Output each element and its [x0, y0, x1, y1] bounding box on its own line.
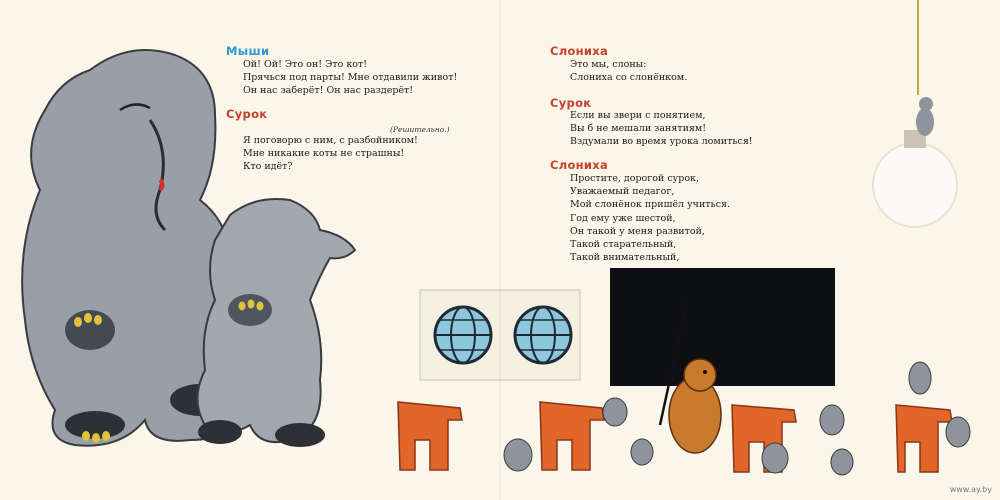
speaker-elephant-mother: Слониха: [550, 158, 609, 172]
mouse: [946, 417, 970, 447]
stage-direction: (Решительно.): [390, 125, 450, 134]
verse-line: Вздумали во время урока ломиться!: [570, 136, 753, 148]
verse-line: Я поговорю с ним, с разбойником!: [243, 135, 418, 146]
verse-line: Мне никакие коты не страшны!: [243, 148, 405, 160]
globe-icon: [435, 307, 491, 363]
mouse: [820, 405, 844, 435]
verse-line: Прячься под парты! Мне отдавили живот!: [243, 72, 458, 84]
verse-line: Ой! Ой! Это он! Это кот!: [243, 59, 368, 70]
verse-line: Такой внимательный,: [570, 252, 680, 264]
speaker-marmot: Сурок: [550, 96, 592, 110]
verse-line: Слониха со слонёнком.: [570, 72, 688, 84]
speaker-elephant-mother: Слониха: [550, 44, 609, 58]
verse-line: Мой слонёнок пришёл учиться.: [570, 199, 731, 211]
verse-line: Он нас заберёт! Он нас раздерёт!: [243, 85, 414, 97]
globe-icon: [515, 307, 571, 363]
verse-marmot: [243, 134, 418, 174]
verse-line: Это мы, слоны:: [570, 59, 647, 70]
light-bulb-icon: [873, 130, 957, 227]
verse-line: Если вы звери с понятием,: [570, 110, 706, 121]
speaker-marmot: Сурок: [226, 107, 268, 121]
verse-marmot: [570, 109, 753, 149]
verse-line: Год ему уже шестой,: [570, 212, 676, 224]
verse-line: Кто идёт?: [243, 161, 293, 173]
desk: [896, 405, 952, 472]
verse-line: Простите, дорогой сурок,: [570, 173, 699, 184]
desk: [540, 402, 604, 470]
desk: [398, 402, 462, 470]
verse-elephant-mother: [570, 58, 687, 84]
mouse: [631, 439, 653, 465]
verse-mice: [243, 58, 457, 98]
verse-line: Уважаемый педагог,: [570, 186, 675, 198]
watermark: www.ay.by: [949, 485, 992, 494]
mouse: [909, 362, 931, 394]
mouse: [831, 449, 853, 475]
mouse: [762, 443, 788, 473]
verse-line: Он такой у меня развитой,: [570, 225, 705, 237]
mouse-on-lamp: [916, 97, 934, 136]
speaker-mice: Мыши: [226, 44, 270, 58]
verse-elephant-mother: [570, 172, 730, 264]
blackboard: [610, 268, 835, 386]
mouse: [603, 398, 627, 426]
spread-fold: [499, 0, 501, 500]
verse-line: Вы б не мешали занятиям!: [570, 123, 707, 135]
elephant-calf-illustration: [198, 199, 356, 447]
mouse: [504, 439, 532, 471]
lamp-illustration: [873, 0, 957, 227]
verse-line: Такой старательный,: [570, 239, 677, 251]
